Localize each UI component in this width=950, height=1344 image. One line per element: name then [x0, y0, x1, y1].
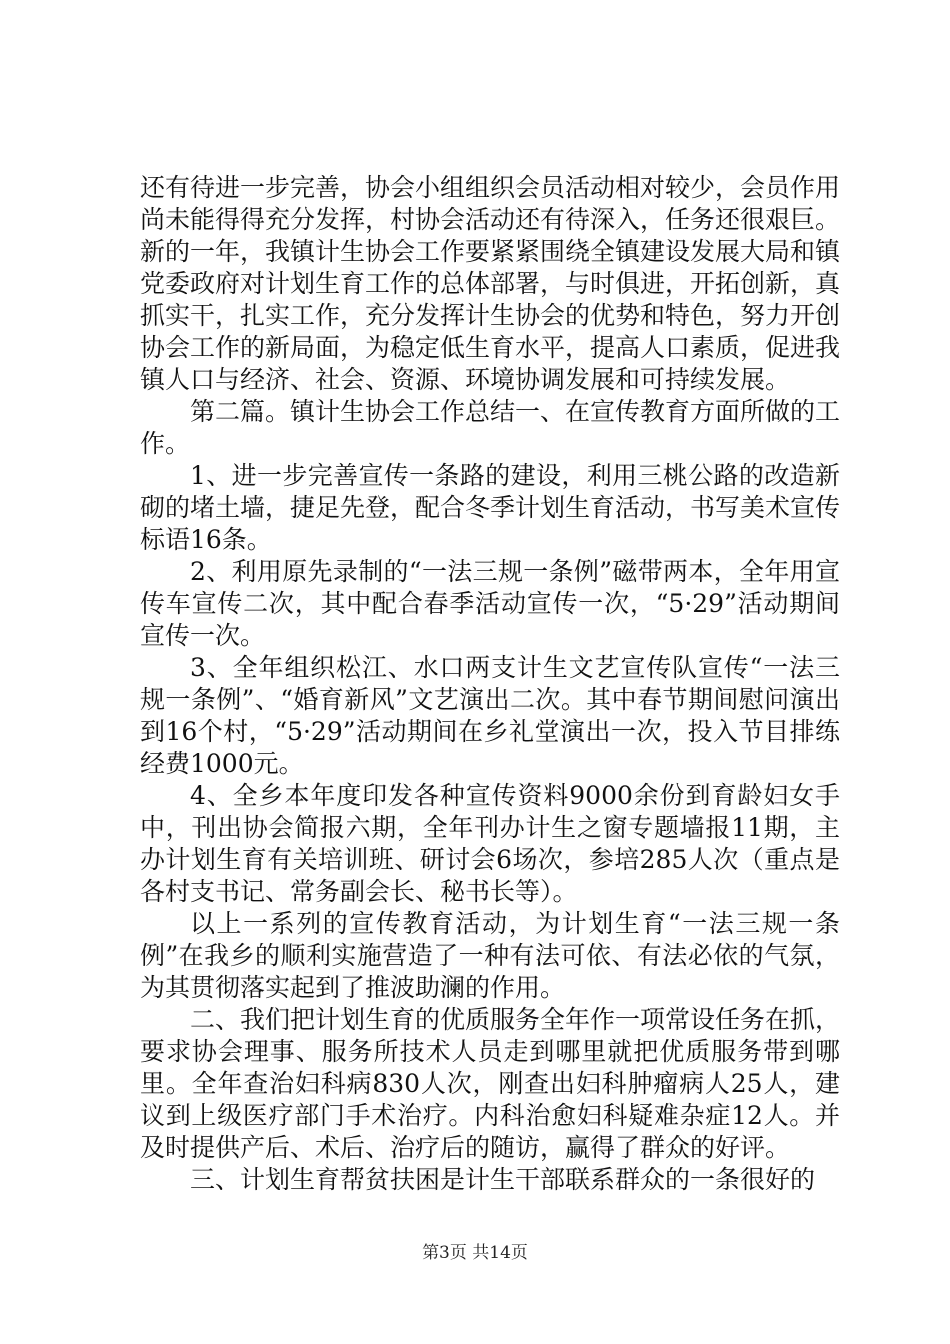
paragraph-item-2: 2、利用原先录制的“一法三规一条例”磁带两本，全年用宣传车宣传二次，其中配合春季活动宣传一次，“5·29”活动期间宣传一次。	[140, 557, 840, 650]
page-number-footer: 第3页 共14页	[422, 1243, 528, 1263]
paragraph-section-three: 三、计划生育帮贫扶困是计生干部联系群众的一条很好的	[190, 1165, 816, 1194]
paragraph-item-1: 1、进一步完善宣传一条路的建设，利用三桃公路的改造新砌的堵土墙，捷足先登，配合冬季计划生育活动，书写美术宣传标语16条。	[140, 461, 841, 554]
paragraph-summary: 以上一系列的宣传教育活动，为计划生育“一法三规一条例”在我乡的顺利实施营造了一种有法可依、有法必依的气氛，为其贯彻落实起到了推波助澜的作用。	[140, 909, 840, 1002]
paragraph-section-two: 二、我们把计划生育的优质服务全年作一项常设任务在抓，要求协会理事、服务所技术人员走到哪里就把优质服务带到哪里。全年查治妇科病830人次，刚查出妇科肿瘤病人25人，建议到上级医疗部门手术治疗。内科治愈妇科疑难杂症12人。并及时提供产后、术后、治疗后的随访，赢得了群众的好评。	[140, 1005, 841, 1162]
paragraph-continuation: 还有待进一步完善，协会小组组织会员活动相对较少，会员作用尚未能得得充分发挥，村协会活动还有待深入，任务还很艰巨。新的一年，我镇计生协会工作要紧紧围绕全镇建设发展大局和镇党委政府对计划生育工作的总体部署，与时俱进，开拓创新，真抓实干，扎实工作，充分发挥计生协会的优势和特色，努力开创协会工作的新局面，为稳定低生育水平，提高人口素质，促进我镇人口与经济、社会、资源、环境协调发展和可持续发展。	[140, 173, 841, 394]
paragraph-item-3: 3、全年组织松江、水口两支计生文艺宣传队宣传“一法三规一条例”、“婚育新风”文艺演出二次。其中春节期间慰问演出到16个村，“5·29”活动期间在乡礼堂演出一次，投入节目排练经费1000元。	[140, 653, 840, 778]
document-body	[140, 172, 840, 1196]
paragraph-item-4: 4、全乡本年度印发各种宣传资料9000余份到育龄妇女手中，刊出协会简报六期，全年刊办计生之窗专题墙报11期，主办计划生育有关培训班、研讨会6场次，参培285人次（重点是各村支书记、常务副会长、秘书长等）。	[140, 781, 840, 906]
paragraph-section-title: 第二篇。镇计生协会工作总结一、在宣传教育方面所做的工作。	[140, 397, 841, 458]
